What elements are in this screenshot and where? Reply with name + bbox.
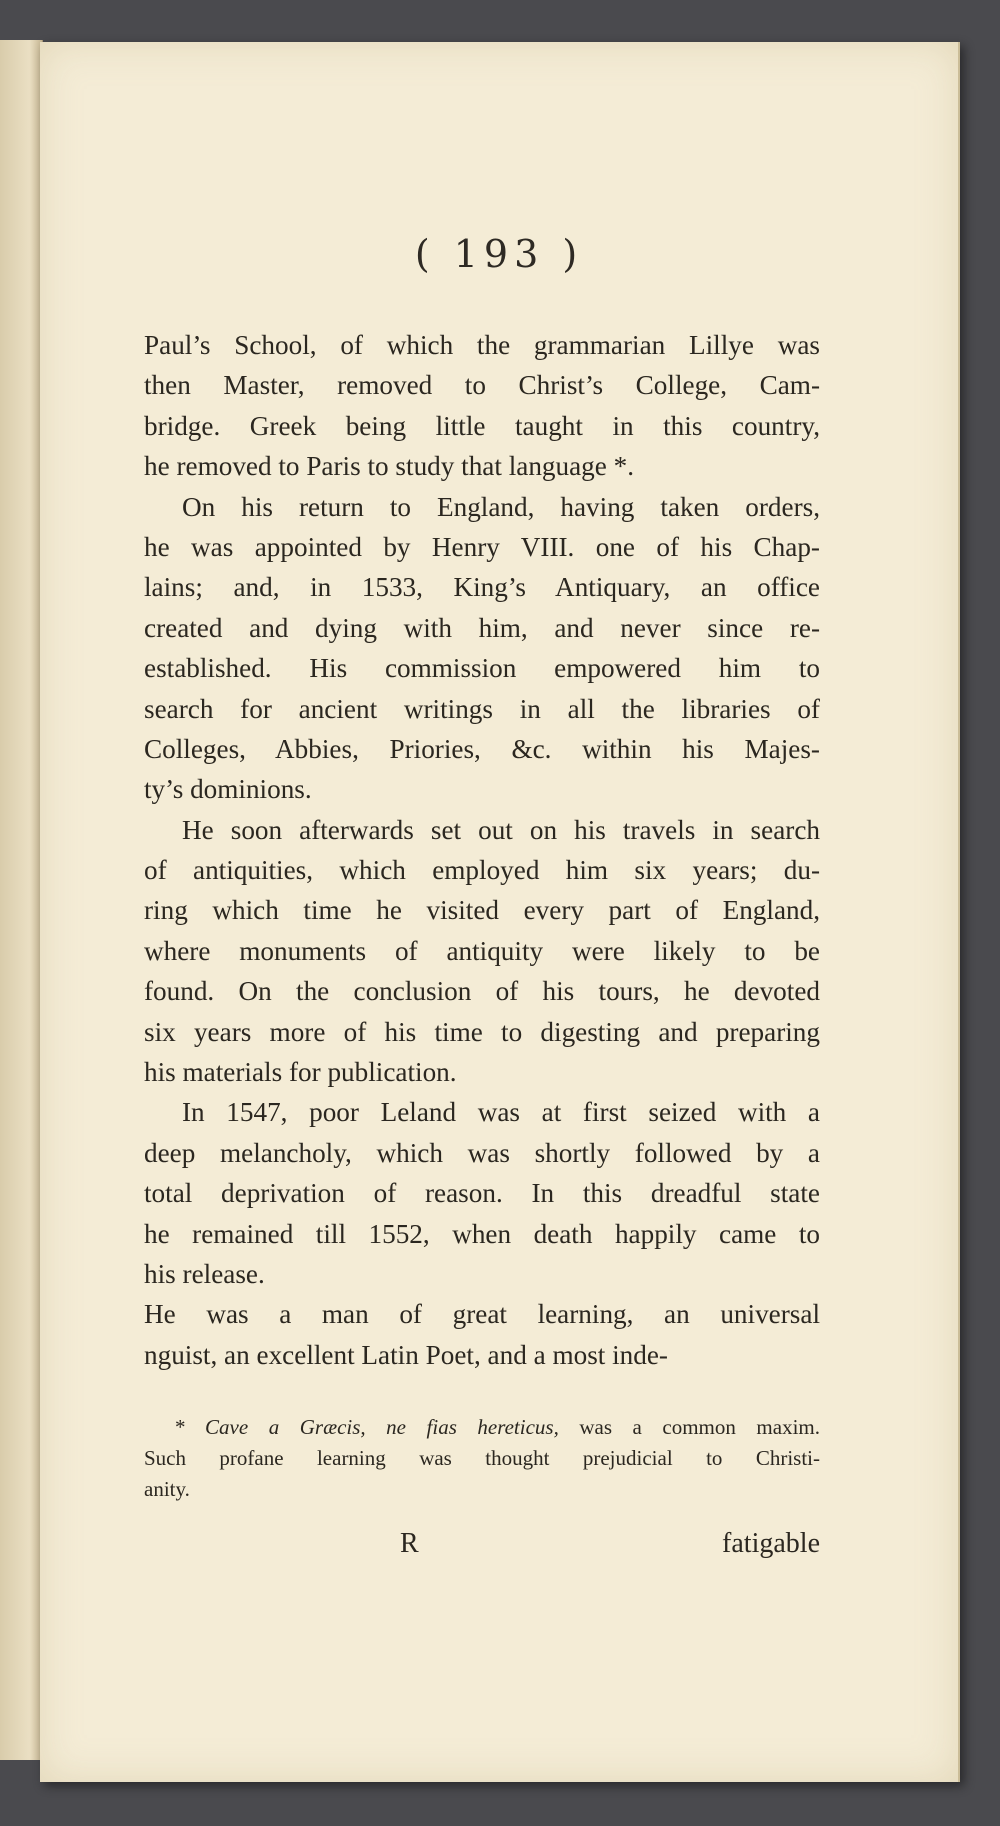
text-line: he removed to Paris to study that language *. (144, 451, 635, 482)
body-text (144, 325, 820, 1375)
book-page (40, 42, 960, 1782)
text-line: he was appointed by Henry VIII. one of his Chap- (144, 531, 820, 562)
text-line: Paul’s School, of which the grammarian Lillye was (144, 330, 820, 360)
text-line: where monuments of antiquity were likely to be (144, 935, 820, 966)
footnote-line: anity. (144, 1477, 190, 1501)
facing-page-edge (0, 40, 43, 1760)
text-line: In 1547, poor Leland was at first seized with a (182, 1097, 820, 1128)
text-line: of antiquities, which employed him six years; du- (144, 855, 820, 886)
text-line: deep melancholy, which was shortly followed by a (144, 1137, 820, 1168)
text-line: total deprivation of reason. In this dreadful state (144, 1178, 820, 1209)
text-line: search for ancient writings in all the libraries of (144, 693, 820, 724)
text-line: Colleges, Abbies, Priories, &c. within his Majes- (144, 733, 820, 764)
text-line: established. His commission empowered him to (144, 653, 820, 684)
text-line: He was a man of great learning, an universal (144, 1299, 820, 1330)
paragraph (144, 487, 820, 810)
footnote-latin-maxim: * Cave a Græcis, ne fias hereticus, (174, 1415, 559, 1439)
text-line: ring which time he visited every part of England, (144, 895, 820, 926)
text-line: he remained till 1552, when death happily came to (144, 1218, 820, 1249)
text-line: six years more of his time to digesting and preparing (144, 1016, 820, 1047)
signature-mark: R (400, 1528, 419, 1559)
footnote-line: Such profane learning was thought prejudicial to Christi- (144, 1446, 820, 1470)
text-line: He soon afterwards set out on his travels in search (182, 814, 820, 845)
text-line: ty’s dominions. (144, 774, 312, 805)
text-line: created and dying with him, and never since re- (144, 612, 820, 643)
text-line: found. On the conclusion of his tours, he devoted (144, 976, 820, 1007)
text-line: then Master, removed to Christ’s College, Cam- (144, 370, 820, 401)
text-line: On his return to England, having taken orders, (182, 491, 820, 522)
paragraph (144, 1092, 820, 1294)
catchword: fatigable (722, 1528, 820, 1559)
paragraph (144, 1294, 820, 1375)
page-number: ( 193 ) (414, 232, 584, 276)
text-line: his release. (144, 1258, 265, 1289)
text-line: nguist, an excellent Latin Poet, and a most inde- (144, 1339, 668, 1370)
footnote-line (144, 1412, 820, 1443)
text-line: lains; and, in 1533, King’s Antiquary, an office (144, 572, 820, 603)
paragraph (144, 325, 820, 487)
paragraph (144, 810, 820, 1093)
page-foot (40, 1528, 958, 1568)
footnote (144, 1412, 820, 1505)
text-line: bridge. Greek being little taught in this country, (144, 410, 820, 441)
footnote-text: was a common maxim. (558, 1415, 820, 1439)
text-line: his materials for publication. (144, 1057, 457, 1088)
